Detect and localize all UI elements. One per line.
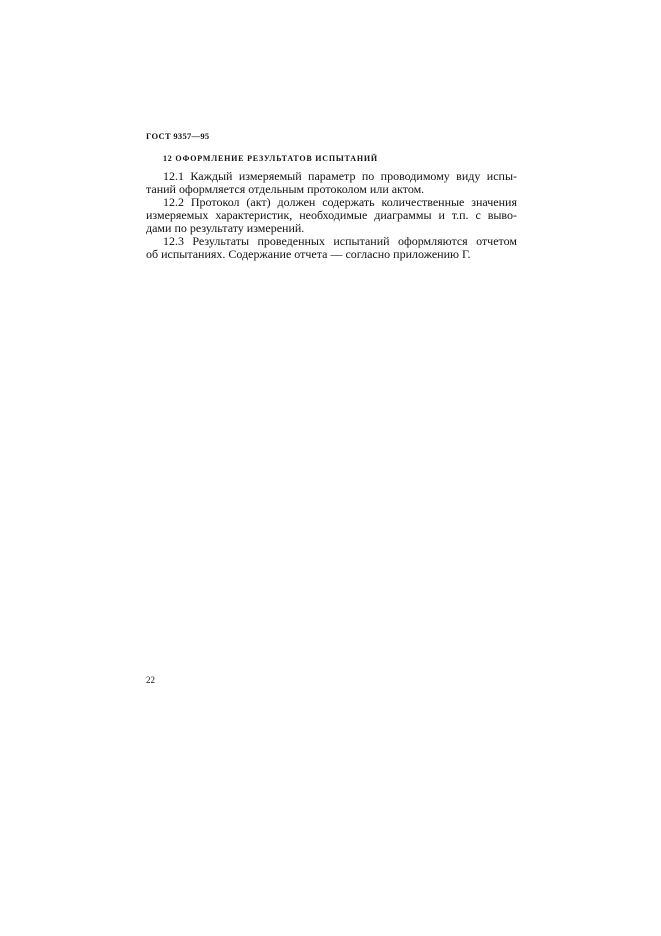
paragraph-12-2 — [146, 196, 517, 235]
paragraph-line: таний оформляется отдельным протоколом или актом. — [146, 182, 425, 196]
paragraph-line: измеряемых характеристик, необходимые диаграммы и т.п. с выво- — [146, 208, 517, 222]
paragraph-line: об испытаниях. Содержание отчета — согласно приложению Г. — [146, 247, 471, 261]
paragraph-line: 12.3 Результаты проведенных испытаний оформляются отчетом — [163, 234, 517, 248]
section-heading: 12 ОФОРМЛЕНИЕ РЕЗУЛЬТАТОВ ИСПЫТАНИЙ — [163, 154, 378, 163]
body-text — [146, 170, 517, 261]
paragraph-line: дами по результату измерений. — [146, 221, 305, 235]
page-number: 22 — [146, 675, 155, 685]
page-header: ГОСТ 9357—95 — [146, 131, 210, 141]
paragraph-12-3 — [146, 235, 517, 261]
paragraph-line: 12.2 Протокол (акт) должен содержать количественные значения — [163, 195, 517, 209]
paragraph-line: 12.1 Каждый измеряемый параметр по проводимому виду испы- — [163, 169, 517, 183]
paragraph-12-1 — [146, 170, 517, 196]
